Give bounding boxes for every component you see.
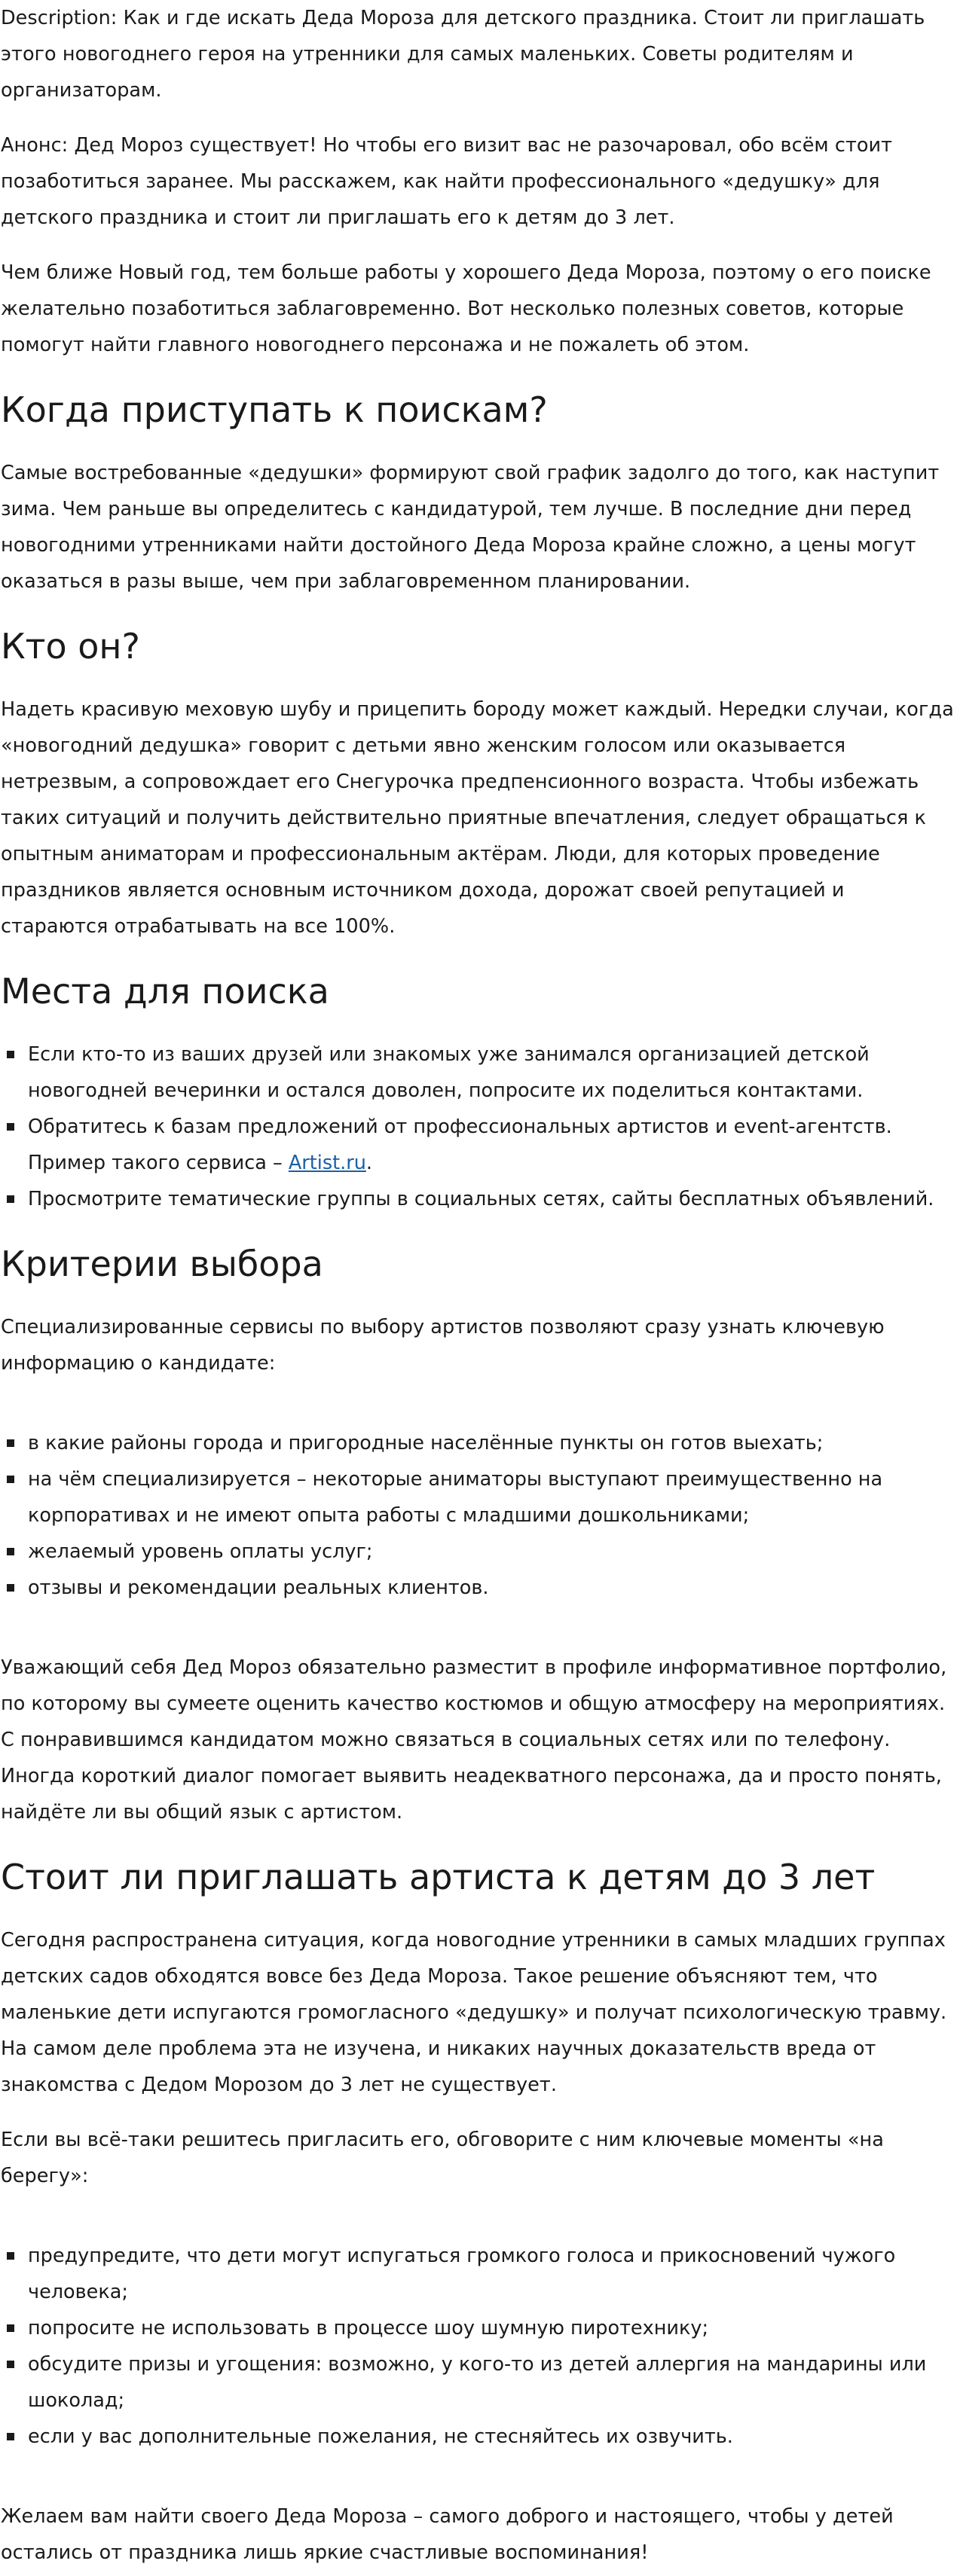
heading-places: Места для поиска <box>1 971 329 1012</box>
article-announce: Анонс: Дед Мороз существует! Но чтобы его визит вас не разочаровал, обо всём стоит позаботиться заранее. Мы расскажем, как найти профессионального «дедушку» для детского праздника и стоит ли приглашать его к детям до 3 лет. <box>1 134 893 229</box>
list-item: Просмотрите тематические группы в социальных сетях, сайты бесплатных объявлений. <box>28 1181 957 1217</box>
list-item <box>28 1109 957 1181</box>
list-item: в какие районы города и пригородные населённые пункты он готов выехать; <box>28 1425 957 1461</box>
article-description: Description: Как и где искать Деда Мороза для детского праздника. Стоит ли приглашать этого новогоднего героя на утренники для самых маленьких. Советы родителям и организаторам. <box>1 7 925 102</box>
list-item: обсудите призы и угощения: возможно, у кого-то из детей аллергия на мандарины или шоколад; <box>28 2346 957 2419</box>
list-item: предупредите, что дети могут испугаться громкого голоса и прикосновений чужого человека; <box>28 2238 957 2310</box>
list-item: Если кто-то из ваших друзей или знакомых уже занимался организацией детской новогодней вечеринки и остался доволен, попросите их поделиться контактами. <box>28 1036 957 1109</box>
list-item-text: Обратитесь к базам предложений от профессиональных артистов и event-агентств. Пример такого сервиса – <box>28 1116 892 1174</box>
list-item: отзывы и рекомендации реальных клиентов. <box>28 1570 957 1606</box>
list-item: попросите не использовать в процессе шоу шумную пиротехнику; <box>28 2310 957 2346</box>
criteria-intro: Специализированные сервисы по выбору артистов позволяют сразу узнать ключевую информацию о кандидате: <box>1 1316 885 1375</box>
heading-criteria: Критерии выбора <box>1 1244 323 1284</box>
list-item: желаемый уровень оплаты услуг; <box>28 1534 957 1570</box>
artist-link[interactable]: Artist.ru <box>288 1152 366 1174</box>
kids-list <box>1 2238 957 2455</box>
criteria-list <box>1 1425 957 1606</box>
kids-paragraph-1: Сегодня распространена ситуация, когда новогодние утренники в самых младших группах детских садов обходятся вовсе без Деда Мороза. Такое решение объясняют тем, что маленькие дети испугаются громогласного «дедушку» и получат психологическую травму. На самом деле проблема эта не изучена, и никаких научных доказательств вреда от знакомства с Дедом Морозом до 3 лет не существует. <box>1 1929 947 2096</box>
heading-when: Когда приступать к поискам? <box>1 389 548 430</box>
when-paragraph: Самые востребованные «дедушки» формируют свой график задолго до того, как наступит зима. Чем раньше вы определитесь с кандидатурой, тем лучше. В последние дни перед новогодними утренниками найти достойного Деда Мороза крайне сложно, а цены могут оказаться в разы выше, чем при заблаговременном планировании. <box>1 462 940 593</box>
kids-paragraph-2: Если вы всё-таки решитесь пригласить его, обговорите с ним ключевые моменты «на берегу»: <box>1 2129 884 2187</box>
places-list <box>1 1036 957 1217</box>
heading-who: Кто он? <box>1 626 140 667</box>
list-item: если у вас дополнительные пожелания, не стесняйтесь их озвучить. <box>28 2419 957 2455</box>
article-intro: Чем ближе Новый год, тем больше работы у хорошего Деда Мороза, поэтому о его поиске желательно позаботиться заблаговременно. Вот несколько полезных советов, которые помогут найти главного новогоднего персонажа и не пожалеть об этом. <box>1 261 931 356</box>
heading-kids: Стоит ли приглашать артиста к детям до 3 лет <box>1 1857 876 1897</box>
criteria-outro: Уважающий себя Дед Мороз обязательно разместит в профиле информативное портфолио, по которому вы сумеете оценить качество костюмов и общую атмосферу на мероприятиях. С понравившимся кандидатом можно связаться в социальных сетях или по телефону. Иногда короткий диалог помогает выявить неадекватного персонажа, да и просто понять, найдёте ли вы общий язык с артистом. <box>1 1656 947 1824</box>
who-paragraph: Надеть красивую меховую шубу и прицепить бороду может каждый. Нередки случаи, когда «новогодний дедушка» говорит с детьми явно женским голосом или оказывается нетрезвым, а сопровождает его Снегурочка предпенсионного возраста. Чтобы избежать таких ситуаций и получить действительно приятные впечатления, следует обращаться к опытным аниматорам и профессиональным актёрам. Люди, для которых проведение праздников является основным источником дохода, дорожат своей репутацией и стараются отрабатывать на все 100%. <box>1 698 954 938</box>
list-item-end: . <box>365 1152 372 1174</box>
closing-paragraph: Желаем вам найти своего Деда Мороза – самого доброго и настоящего, чтобы у детей остались от праздника лишь яркие счастливые воспоминания! <box>1 2505 894 2564</box>
list-item: на чём специализируется – некоторые аниматоры выступают преимущественно на корпоративах и не имеют опыта работы с младшими дошкольниками; <box>28 1461 957 1534</box>
